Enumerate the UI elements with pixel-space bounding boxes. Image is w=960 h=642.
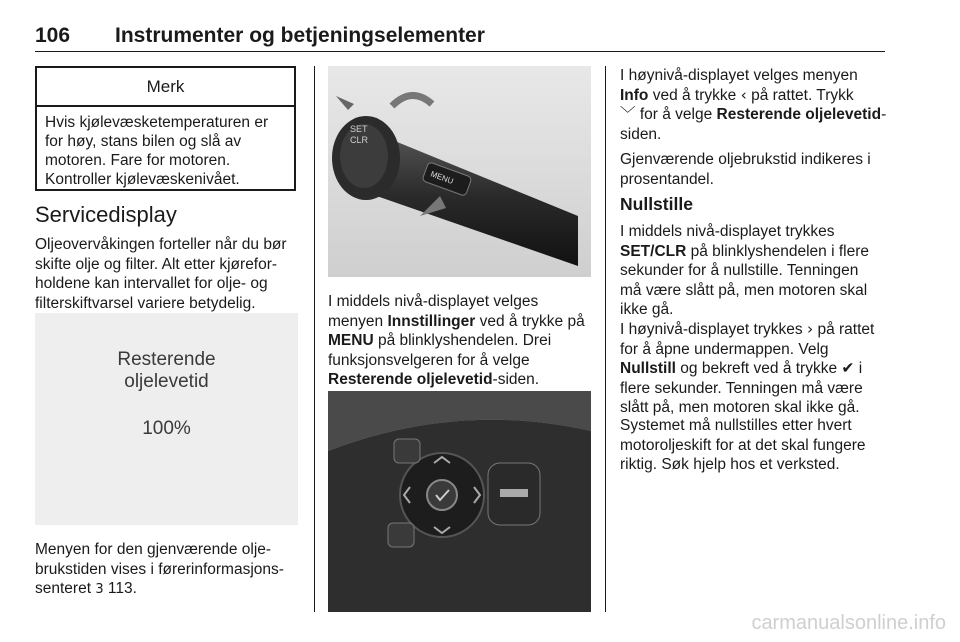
note-box — [35, 66, 296, 191]
note-body — [37, 107, 294, 189]
text-line: brukstiden vises i førerinformasjons- — [35, 560, 284, 578]
checkmark-icon: ✔ — [841, 359, 855, 377]
page-ref[interactable]: 113. — [107, 580, 137, 597]
text-line: sekunder for å nullstille. Tenningen — [620, 262, 859, 279]
display-title-line: Resterende — [117, 349, 216, 370]
clr-label: CLR — [350, 135, 369, 145]
steering-wheel-controls-image — [328, 391, 591, 612]
display-title-line: oljelevetid — [124, 371, 209, 392]
text-line: funksjonsvelgeren for å velge — [328, 351, 530, 369]
text-line: Gjenværende oljebrukstid indikeres i — [620, 151, 871, 168]
reset-high-paragraph — [620, 320, 892, 418]
text-line: for å åpne undermappen. Velg — [620, 340, 829, 358]
text: for å velge — [635, 106, 717, 123]
reset-mid-paragraph — [620, 222, 892, 320]
text: -siden. — [492, 371, 540, 388]
text-line: må være slått på, men motoren skal — [620, 281, 868, 299]
page-name: Resterende oljelevetid — [716, 106, 882, 123]
set-label: SET — [350, 124, 368, 134]
page-ref-arrow-icon: 3 — [95, 582, 104, 597]
volume-wheel[interactable] — [500, 489, 528, 497]
column-divider — [314, 66, 315, 612]
text-line: motoroljeskift for at det skal fungere — [620, 436, 866, 454]
reset-title: Nullstille — [620, 194, 693, 214]
text-line: Menyen for den gjenværende olje- — [35, 541, 272, 558]
text-line — [35, 579, 305, 600]
ok-button[interactable] — [427, 480, 457, 510]
menu-instruction-paragraph — [328, 292, 603, 390]
text-line: I middels nivå-displayet trykkes — [620, 223, 835, 240]
menu-label: MENU — [429, 169, 455, 186]
button-name: MENU — [328, 332, 374, 349]
note-title: Merk — [37, 68, 294, 107]
text: ved å trykke på — [475, 312, 585, 330]
text-line: I middels nivå-displayet velges — [328, 293, 539, 310]
text-line — [620, 359, 892, 379]
text: på blinklyshendelen i flere — [686, 242, 869, 260]
page-header — [35, 24, 885, 50]
section-title-servicedisplay: Servicedisplay — [35, 202, 177, 227]
intro-paragraph — [35, 235, 305, 313]
steering-wheel-illustration — [328, 391, 591, 612]
text-line — [328, 331, 603, 351]
page-number: 106 — [35, 24, 71, 47]
percentage-paragraph — [620, 150, 892, 189]
left-arrow-icon: ‹ — [740, 85, 747, 104]
menu-paragraph — [35, 540, 305, 600]
text-line: I høynivå-displayet velges menyen — [620, 67, 858, 84]
watermark: carmanualsonline.info — [751, 612, 946, 634]
voice-button[interactable] — [394, 439, 420, 463]
header-rule — [35, 51, 885, 52]
text-line — [620, 320, 892, 340]
text-line: filterskiftvarsel variere betydelig. — [35, 294, 256, 312]
text: I høynivå-displayet trykkes — [620, 321, 807, 338]
text-line: ikke gå. — [620, 301, 674, 318]
info-menu-paragraph — [620, 66, 892, 144]
text-line — [620, 105, 892, 125]
text: senteret — [35, 580, 92, 597]
note-line: motoren. Fare for motoren. — [45, 152, 231, 169]
page-name: Resterende oljelevetid — [328, 371, 493, 388]
text-line: Systemet må nullstilles etter hvert — [620, 417, 852, 434]
phone-button[interactable] — [388, 523, 414, 547]
display-value: 100% — [142, 418, 191, 439]
button-name: SET/CLR — [620, 242, 687, 260]
menu-name: Innstillinger — [387, 312, 476, 330]
text-line: flere sekunder. Tenningen må være — [620, 379, 863, 397]
text-line: prosentandel. — [620, 170, 714, 188]
text-line: slått på, men motoren skal ikke gå. — [620, 399, 860, 416]
note-line: for høy, stans bilen og slå av — [45, 133, 242, 150]
service-display-panel — [35, 313, 298, 525]
text: i — [854, 360, 863, 377]
page-title: Instrumenter og betjeningselementer — [115, 24, 485, 47]
text: på rattet. Trykk — [746, 86, 854, 104]
text-line: siden. — [620, 125, 662, 143]
turn-signal-lever-image — [328, 66, 591, 277]
right-arrow-icon: › — [806, 320, 814, 338]
column-divider — [605, 66, 606, 612]
text: ved å trykke — [648, 86, 741, 104]
text-line: Oljeovervåkingen forteller når du bør — [35, 236, 287, 253]
menu-name: Nullstill — [620, 360, 676, 377]
note-line: Hvis kjølevæsketemperaturen er — [45, 114, 269, 131]
text: og bekreft ved å trykke — [675, 360, 842, 377]
lever-illustration — [328, 66, 591, 277]
text: på blinklyshendelen. Drei — [373, 332, 552, 349]
text-line — [328, 312, 603, 332]
text: menyen — [328, 312, 388, 330]
text-line: skifte olje og filter. Alt etter kjørefor- — [35, 255, 278, 273]
text-line — [620, 86, 892, 106]
text-line — [620, 242, 892, 262]
down-arrow-icon: ﹀ — [620, 105, 636, 123]
text-line — [328, 370, 603, 390]
text-line: riktig. Søk hjelp hos et verksted. — [620, 456, 840, 473]
text: på rattet — [813, 321, 875, 338]
note-line: Kontroller kjølevæskenivået. — [45, 171, 240, 188]
final-paragraph — [620, 416, 892, 475]
text-line: holdene kan intervallet for olje- og — [35, 275, 268, 292]
menu-name: Info — [620, 86, 649, 104]
text: - — [881, 106, 887, 123]
